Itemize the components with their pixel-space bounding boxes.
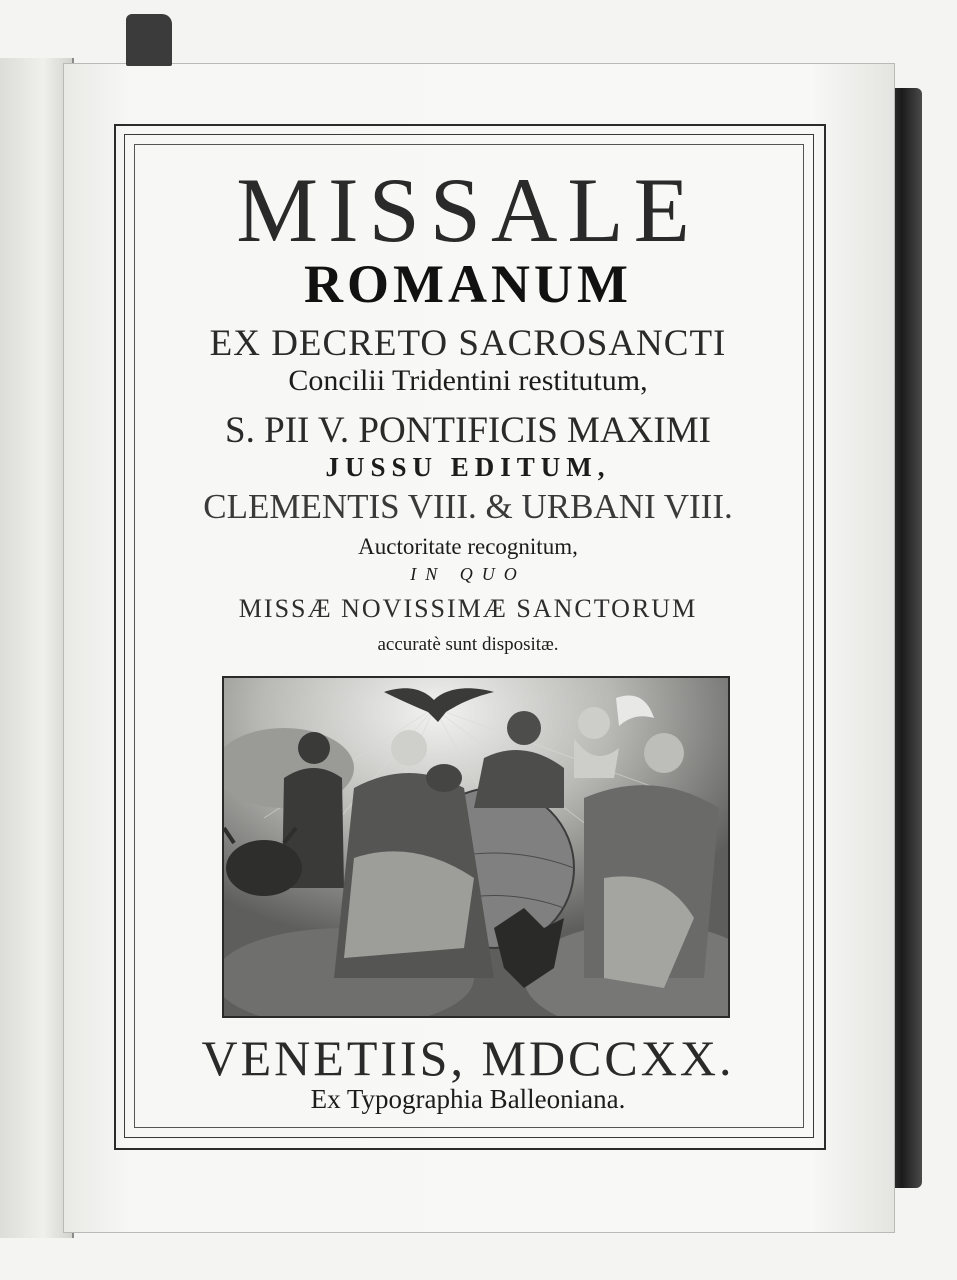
- subtitle-jussu: JUSSU EDITUM,: [325, 452, 611, 482]
- subtitle-auctoritate: Auctoritate recognitum,: [358, 534, 578, 559]
- lion-figure: [426, 764, 462, 792]
- title-missale: MISSALE: [236, 159, 700, 261]
- subtitle-accurate: accuratè sunt dispositæ.: [377, 634, 559, 655]
- subtitle-clementis: CLEMENTIS VIII. & URBANI VIII.: [203, 487, 733, 526]
- imprint-press: Ex Typographia Balleoniana.: [310, 1084, 626, 1114]
- title-romanum: ROMANUM: [304, 254, 632, 314]
- left-page-edge: [0, 58, 74, 1238]
- subtitle-pius: S. PII V. PONTIFICIS MAXIMI: [225, 410, 711, 451]
- engraving-illustration: [224, 678, 728, 1016]
- bookmark-ribbon: [126, 14, 172, 66]
- subtitle-in-quo: IN QUO: [410, 564, 526, 584]
- subtitle-decreto: EX DECRETO SACROSANCTI: [209, 323, 727, 364]
- evangelists-engraving: [222, 676, 730, 1018]
- subtitle-concilii: Concilii Tridentini restitutum,: [288, 364, 648, 397]
- imprint-place-year: VENETIIS, MDCCXX.: [201, 1030, 735, 1086]
- subtitle-missae: MISSÆ NOVISSIMÆ SANCTORUM: [238, 594, 698, 623]
